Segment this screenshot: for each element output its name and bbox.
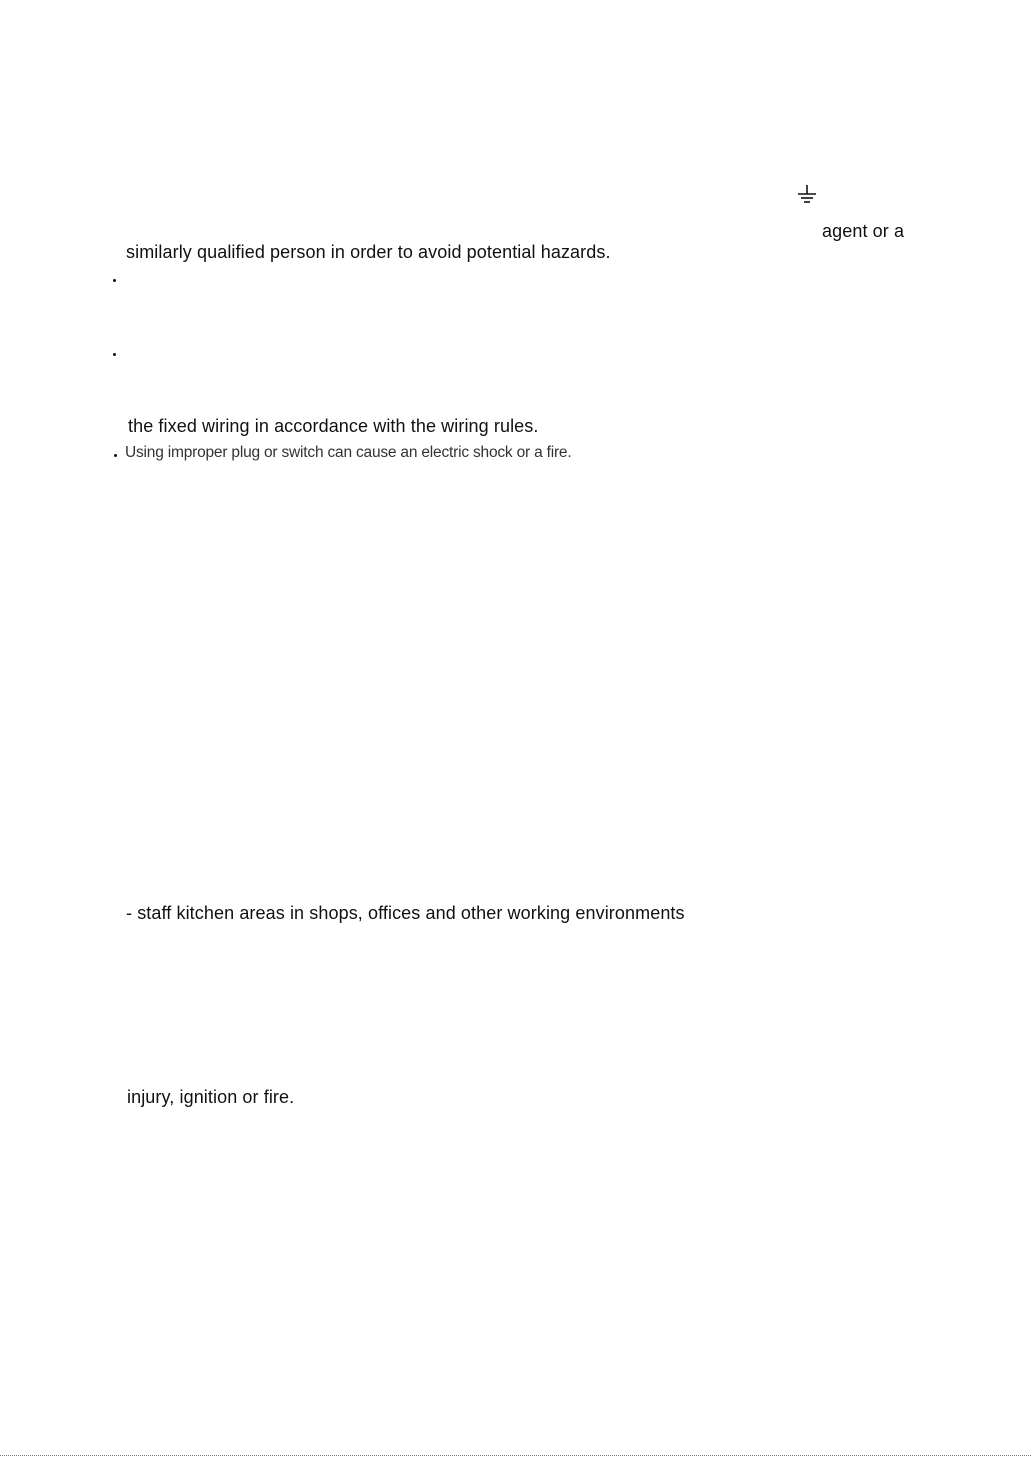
bullet-dot — [113, 353, 116, 356]
text-similarly-qualified: similarly qualified person in order to avoid potential hazards. — [126, 242, 611, 262]
bullet-dot — [114, 454, 117, 457]
text-staff-kitchen: - staff kitchen areas in shops, offices and other working environments — [126, 903, 685, 923]
bullet-dot — [113, 279, 116, 282]
text-injury-ignition: injury, ignition or fire. — [127, 1087, 295, 1107]
text-improper-plug: Using improper plug or switch can cause an electric shock or a fire. — [125, 444, 572, 461]
text-agent-or-a: agent or a — [822, 221, 905, 241]
text-fixed-wiring: the fixed wiring in accordance with the wiring rules. — [128, 416, 539, 436]
bottom-dotted-rule — [0, 1455, 1031, 1456]
ground-symbol-icon — [796, 184, 818, 206]
